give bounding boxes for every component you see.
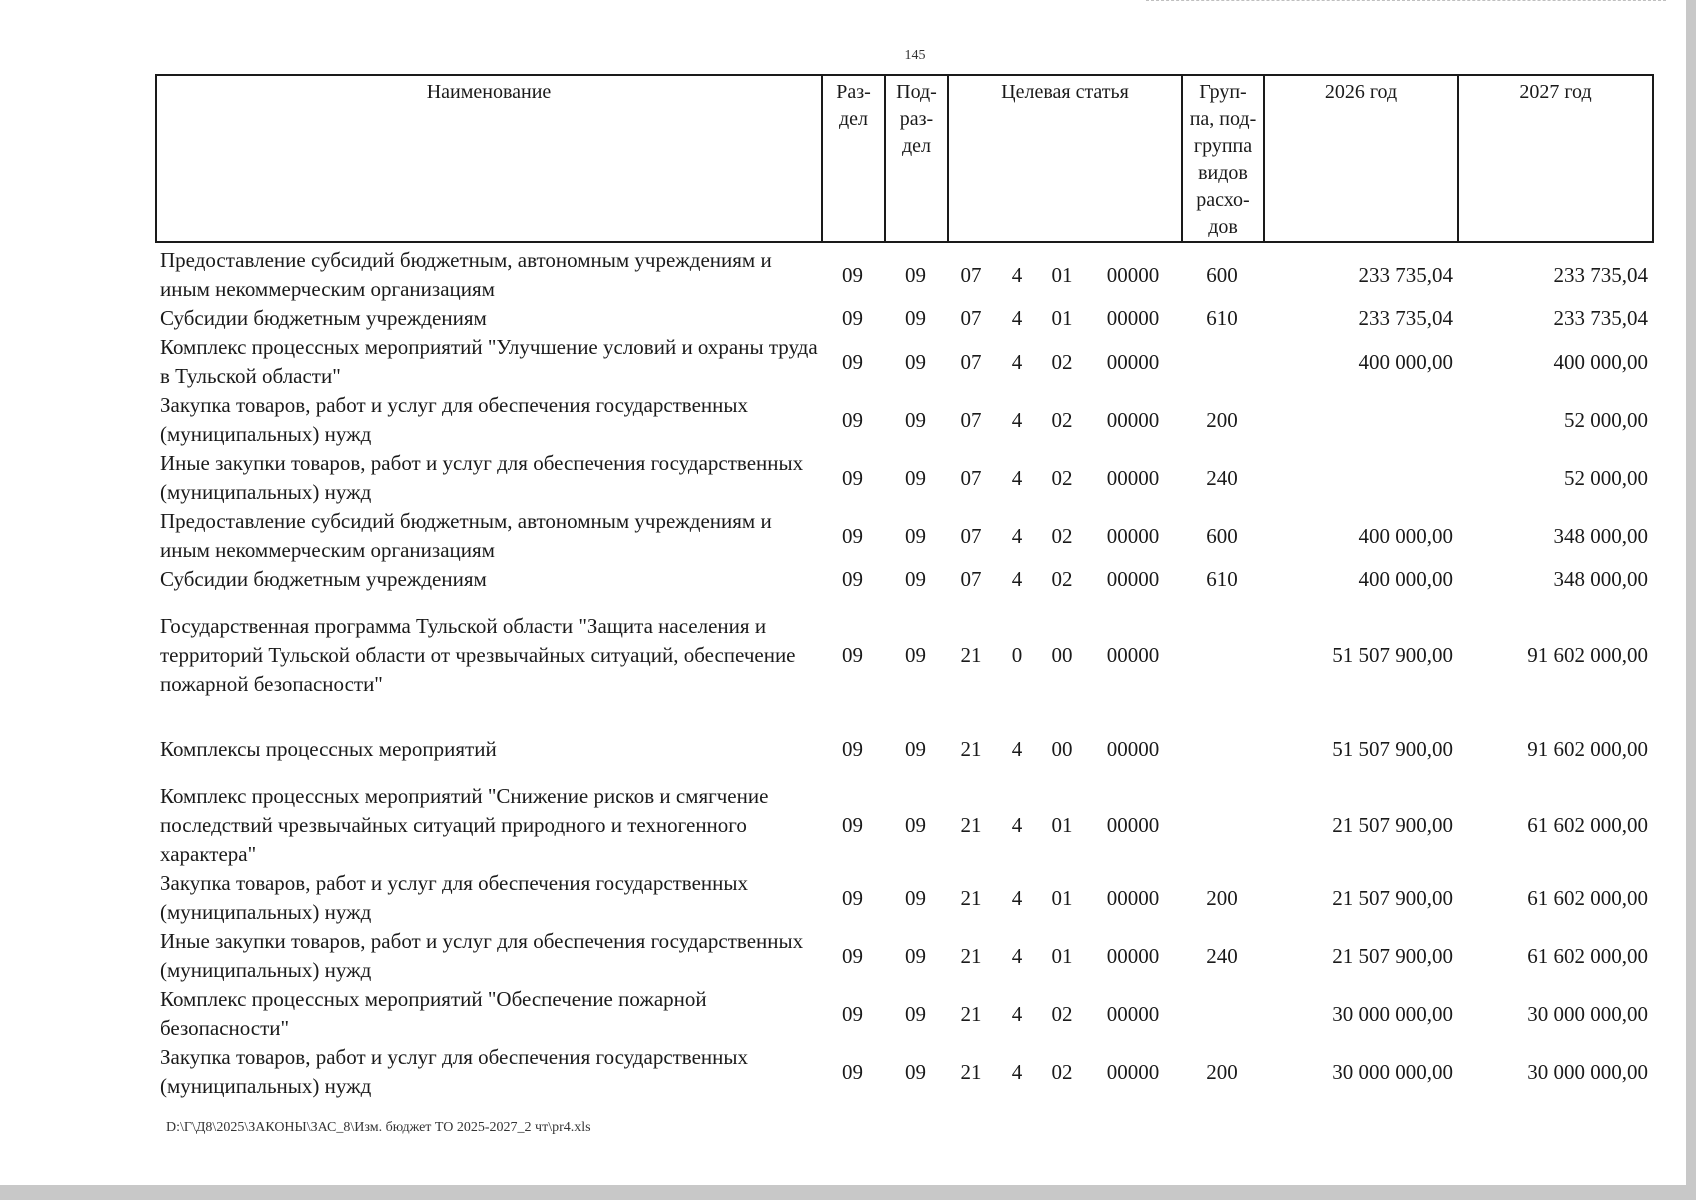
row-amount-2026: 21 507 900,00 [1332, 813, 1453, 837]
row-target-type: 4 [1011, 262, 1023, 287]
table-row [155, 985, 1652, 1043]
row-expense-group: 600 [1206, 262, 1238, 287]
table-row [155, 594, 1652, 717]
row-target-measure: 02 [1051, 1001, 1073, 1026]
row-expense-group: 200 [1206, 407, 1238, 432]
row-target-measure: 02 [1051, 407, 1073, 432]
row-amount-2027: 61 602 000,00 [1527, 813, 1648, 837]
row-section: 09 [842, 943, 863, 968]
row-section: 09 [842, 465, 863, 490]
row-target-program: 07 [960, 567, 982, 591]
row-amount-2026: 51 507 900,00 [1332, 643, 1453, 667]
row-target-measure: 00 [1051, 643, 1073, 667]
row-section: 09 [842, 1059, 863, 1084]
row-name: Иные закупки товаров, работ и услуг для обеспечения государственных (муниципальных) нужд [160, 451, 804, 504]
row-target-program: 21 [960, 737, 982, 761]
row-expense-group: 610 [1206, 567, 1238, 591]
row-target-type: 0 [1011, 643, 1023, 667]
row-target-program: 07 [960, 306, 982, 330]
row-target-direction: 00000 [1106, 523, 1160, 548]
row-name: Государственная программа Тульской области "Защита населения и территорий Тульской области от чрезвычайных ситуаций, обеспечение пожарной безопасности" [160, 614, 796, 696]
row-target-type: 4 [1011, 567, 1023, 591]
row-subsection: 09 [905, 737, 926, 761]
row-target-type: 4 [1011, 523, 1023, 548]
row-target-direction: 00000 [1106, 943, 1160, 968]
row-amount-2026: 233 735,04 [1358, 262, 1453, 287]
row-name: Закупка товаров, работ и услуг для обеспечения государственных (муниципальных) нужд [160, 393, 749, 446]
row-amount-2026 [1263, 449, 1457, 507]
header-expense-group: Груп- па, под- группа видов расхо- дов [1182, 75, 1264, 242]
row-target-measure: 01 [1051, 943, 1073, 968]
row-amount-2027: 233 735,04 [1553, 306, 1648, 330]
row-section: 09 [842, 1001, 863, 1026]
row-target-program: 21 [960, 643, 982, 667]
row-expense-group [1181, 782, 1263, 869]
row-amount-2027: 348 000,00 [1553, 567, 1648, 591]
row-target-measure: 01 [1051, 306, 1073, 330]
row-target-direction: 00000 [1106, 349, 1160, 374]
row-amount-2027: 91 602 000,00 [1527, 643, 1648, 667]
row-amount-2027: 52 000,00 [1564, 465, 1648, 490]
row-target-direction: 00000 [1106, 465, 1160, 490]
row-expense-group: 240 [1206, 465, 1238, 490]
row-target-direction: 00000 [1106, 407, 1160, 432]
row-amount-2026: 400 000,00 [1358, 349, 1453, 374]
row-amount-2027: 52 000,00 [1564, 407, 1648, 432]
row-amount-2027: 30 000 000,00 [1527, 1001, 1648, 1026]
row-subsection: 09 [905, 306, 926, 330]
row-amount-2026: 30 000 000,00 [1332, 1001, 1453, 1026]
row-subsection: 09 [905, 523, 926, 548]
row-amount-2027: 30 000 000,00 [1527, 1059, 1648, 1084]
row-subsection: 09 [905, 567, 926, 591]
row-target-type: 4 [1011, 349, 1023, 374]
row-name: Предоставление субсидий бюджетным, автономным учреждениям и иным некоммерческим организациям [160, 509, 772, 562]
row-subsection: 09 [905, 813, 926, 837]
row-name: Субсидии бюджетным учреждениям [160, 306, 487, 330]
row-subsection: 09 [905, 943, 926, 968]
row-amount-2026: 400 000,00 [1358, 567, 1453, 591]
row-amount-2026: 21 507 900,00 [1332, 943, 1453, 968]
table-row [155, 565, 1652, 594]
row-name: Комплекс процессных мероприятий "Улучшение условий и охраны труда в Тульской области" [160, 335, 818, 388]
row-amount-2026: 51 507 900,00 [1332, 737, 1453, 761]
row-amount-2026: 30 000 000,00 [1332, 1059, 1453, 1084]
table-row [155, 927, 1652, 985]
table-row [155, 1043, 1652, 1101]
row-amount-2027: 91 602 000,00 [1527, 737, 1648, 761]
table-row [155, 391, 1652, 449]
header-subsection: Под- раз- дел [885, 75, 948, 242]
table-row [155, 717, 1652, 782]
row-expense-group: 200 [1206, 1059, 1238, 1084]
row-name: Комплекс процессных мероприятий "Обеспечение пожарной безопасности" [160, 987, 707, 1040]
table-row [155, 449, 1652, 507]
row-target-measure: 01 [1051, 885, 1073, 910]
row-amount-2026: 233 735,04 [1358, 306, 1453, 330]
row-target-type: 4 [1011, 885, 1023, 910]
row-subsection: 09 [905, 1059, 926, 1084]
row-target-type: 4 [1011, 465, 1023, 490]
row-section: 09 [842, 737, 863, 761]
row-target-measure: 01 [1051, 262, 1073, 287]
row-target-type: 4 [1011, 813, 1023, 837]
row-name: Комплекс процессных мероприятий "Снижение рисков и смягчение последствий чрезвычайных ситуаций природного и техногенного характера" [160, 784, 769, 866]
row-name: Закупка товаров, работ и услуг для обеспечения государственных (муниципальных) нужд [160, 1045, 749, 1098]
row-subsection: 09 [905, 407, 926, 432]
table-row [155, 507, 1652, 565]
row-name: Иные закупки товаров, работ и услуг для обеспечения государственных (муниципальных) нужд [160, 929, 804, 982]
row-expense-group [1181, 717, 1263, 782]
row-target-type: 4 [1011, 1001, 1023, 1026]
row-section: 09 [842, 885, 863, 910]
row-section: 09 [842, 523, 863, 548]
row-target-direction: 00000 [1106, 643, 1160, 667]
row-target-direction: 00000 [1106, 262, 1160, 287]
row-section: 09 [842, 813, 863, 837]
row-target-program: 07 [960, 349, 982, 374]
row-name: Закупка товаров, работ и услуг для обеспечения государственных (муниципальных) нужд [160, 871, 749, 924]
row-expense-group: 610 [1206, 306, 1238, 330]
row-target-program: 07 [960, 262, 982, 287]
row-target-measure: 02 [1051, 349, 1073, 374]
row-target-direction: 00000 [1106, 567, 1160, 591]
header-name: Наименование [156, 75, 822, 242]
scan-edge-marks [1146, 0, 1666, 5]
table-row [155, 782, 1652, 869]
row-target-measure: 01 [1051, 813, 1073, 837]
row-target-program: 21 [960, 943, 982, 968]
file-path-footer: D:\Г\Д8\2025\ЗАКОНЫ\ЗАС_8\Изм. бюджет ТО 2025-2027_2 чт\pr4.xls [166, 1120, 591, 1135]
row-target-direction: 00000 [1106, 306, 1160, 330]
row-target-measure: 02 [1051, 1059, 1073, 1084]
table-row [155, 333, 1652, 391]
header-section: Раз- дел [822, 75, 885, 242]
row-amount-2026: 400 000,00 [1358, 523, 1453, 548]
row-amount-2026: 21 507 900,00 [1332, 885, 1453, 910]
row-target-direction: 00000 [1106, 813, 1160, 837]
table-row [155, 869, 1652, 927]
row-target-type: 4 [1011, 306, 1023, 330]
row-amount-2026 [1263, 391, 1457, 449]
header-year-2026: 2026 год [1264, 75, 1458, 242]
row-target-program: 07 [960, 523, 982, 548]
row-target-program: 21 [960, 885, 982, 910]
row-section: 09 [842, 643, 863, 667]
budget-table [155, 246, 1652, 1101]
row-target-measure: 02 [1051, 465, 1073, 490]
row-target-type: 4 [1011, 737, 1023, 761]
row-target-type: 4 [1011, 407, 1023, 432]
row-target-program: 07 [960, 407, 982, 432]
row-amount-2027: 400 000,00 [1553, 349, 1648, 374]
row-section: 09 [842, 306, 863, 330]
row-target-program: 07 [960, 465, 982, 490]
row-name: Комплексы процессных мероприятий [160, 737, 497, 761]
row-expense-group [1181, 333, 1263, 391]
row-section: 09 [842, 407, 863, 432]
row-expense-group: 240 [1206, 943, 1238, 968]
table-row [155, 304, 1652, 333]
row-amount-2027: 61 602 000,00 [1527, 943, 1648, 968]
row-section: 09 [842, 349, 863, 374]
row-subsection: 09 [905, 465, 926, 490]
row-target-program: 21 [960, 1059, 982, 1084]
row-expense-group [1181, 594, 1263, 717]
row-target-type: 4 [1011, 943, 1023, 968]
row-target-program: 21 [960, 1001, 982, 1026]
row-name: Субсидии бюджетным учреждениям [160, 567, 487, 591]
row-target-direction: 00000 [1106, 1001, 1160, 1026]
row-subsection: 09 [905, 1001, 926, 1026]
row-amount-2027: 348 000,00 [1553, 523, 1648, 548]
row-name: Предоставление субсидий бюджетным, автономным учреждениям и иным некоммерческим организациям [160, 248, 772, 301]
row-expense-group: 200 [1206, 885, 1238, 910]
row-section: 09 [842, 567, 863, 591]
row-target-measure: 02 [1051, 567, 1073, 591]
header-target-article: Целевая статья [948, 75, 1182, 242]
row-target-direction: 00000 [1106, 737, 1160, 761]
row-amount-2027: 61 602 000,00 [1527, 885, 1648, 910]
page-number: 145 [904, 48, 926, 63]
row-target-measure: 02 [1051, 523, 1073, 548]
row-section: 09 [842, 262, 863, 287]
table-header [155, 74, 1654, 243]
header-year-2027: 2027 год [1458, 75, 1653, 242]
row-amount-2027: 233 735,04 [1553, 262, 1648, 287]
row-expense-group [1181, 985, 1263, 1043]
row-expense-group: 600 [1206, 523, 1238, 548]
row-subsection: 09 [905, 262, 926, 287]
row-subsection: 09 [905, 349, 926, 374]
row-target-direction: 00000 [1106, 1059, 1160, 1084]
row-target-type: 4 [1011, 1059, 1023, 1084]
row-target-direction: 00000 [1106, 885, 1160, 910]
row-target-program: 21 [960, 813, 982, 837]
table-row [155, 246, 1652, 304]
row-target-measure: 00 [1051, 737, 1073, 761]
row-subsection: 09 [905, 885, 926, 910]
row-subsection: 09 [905, 643, 926, 667]
